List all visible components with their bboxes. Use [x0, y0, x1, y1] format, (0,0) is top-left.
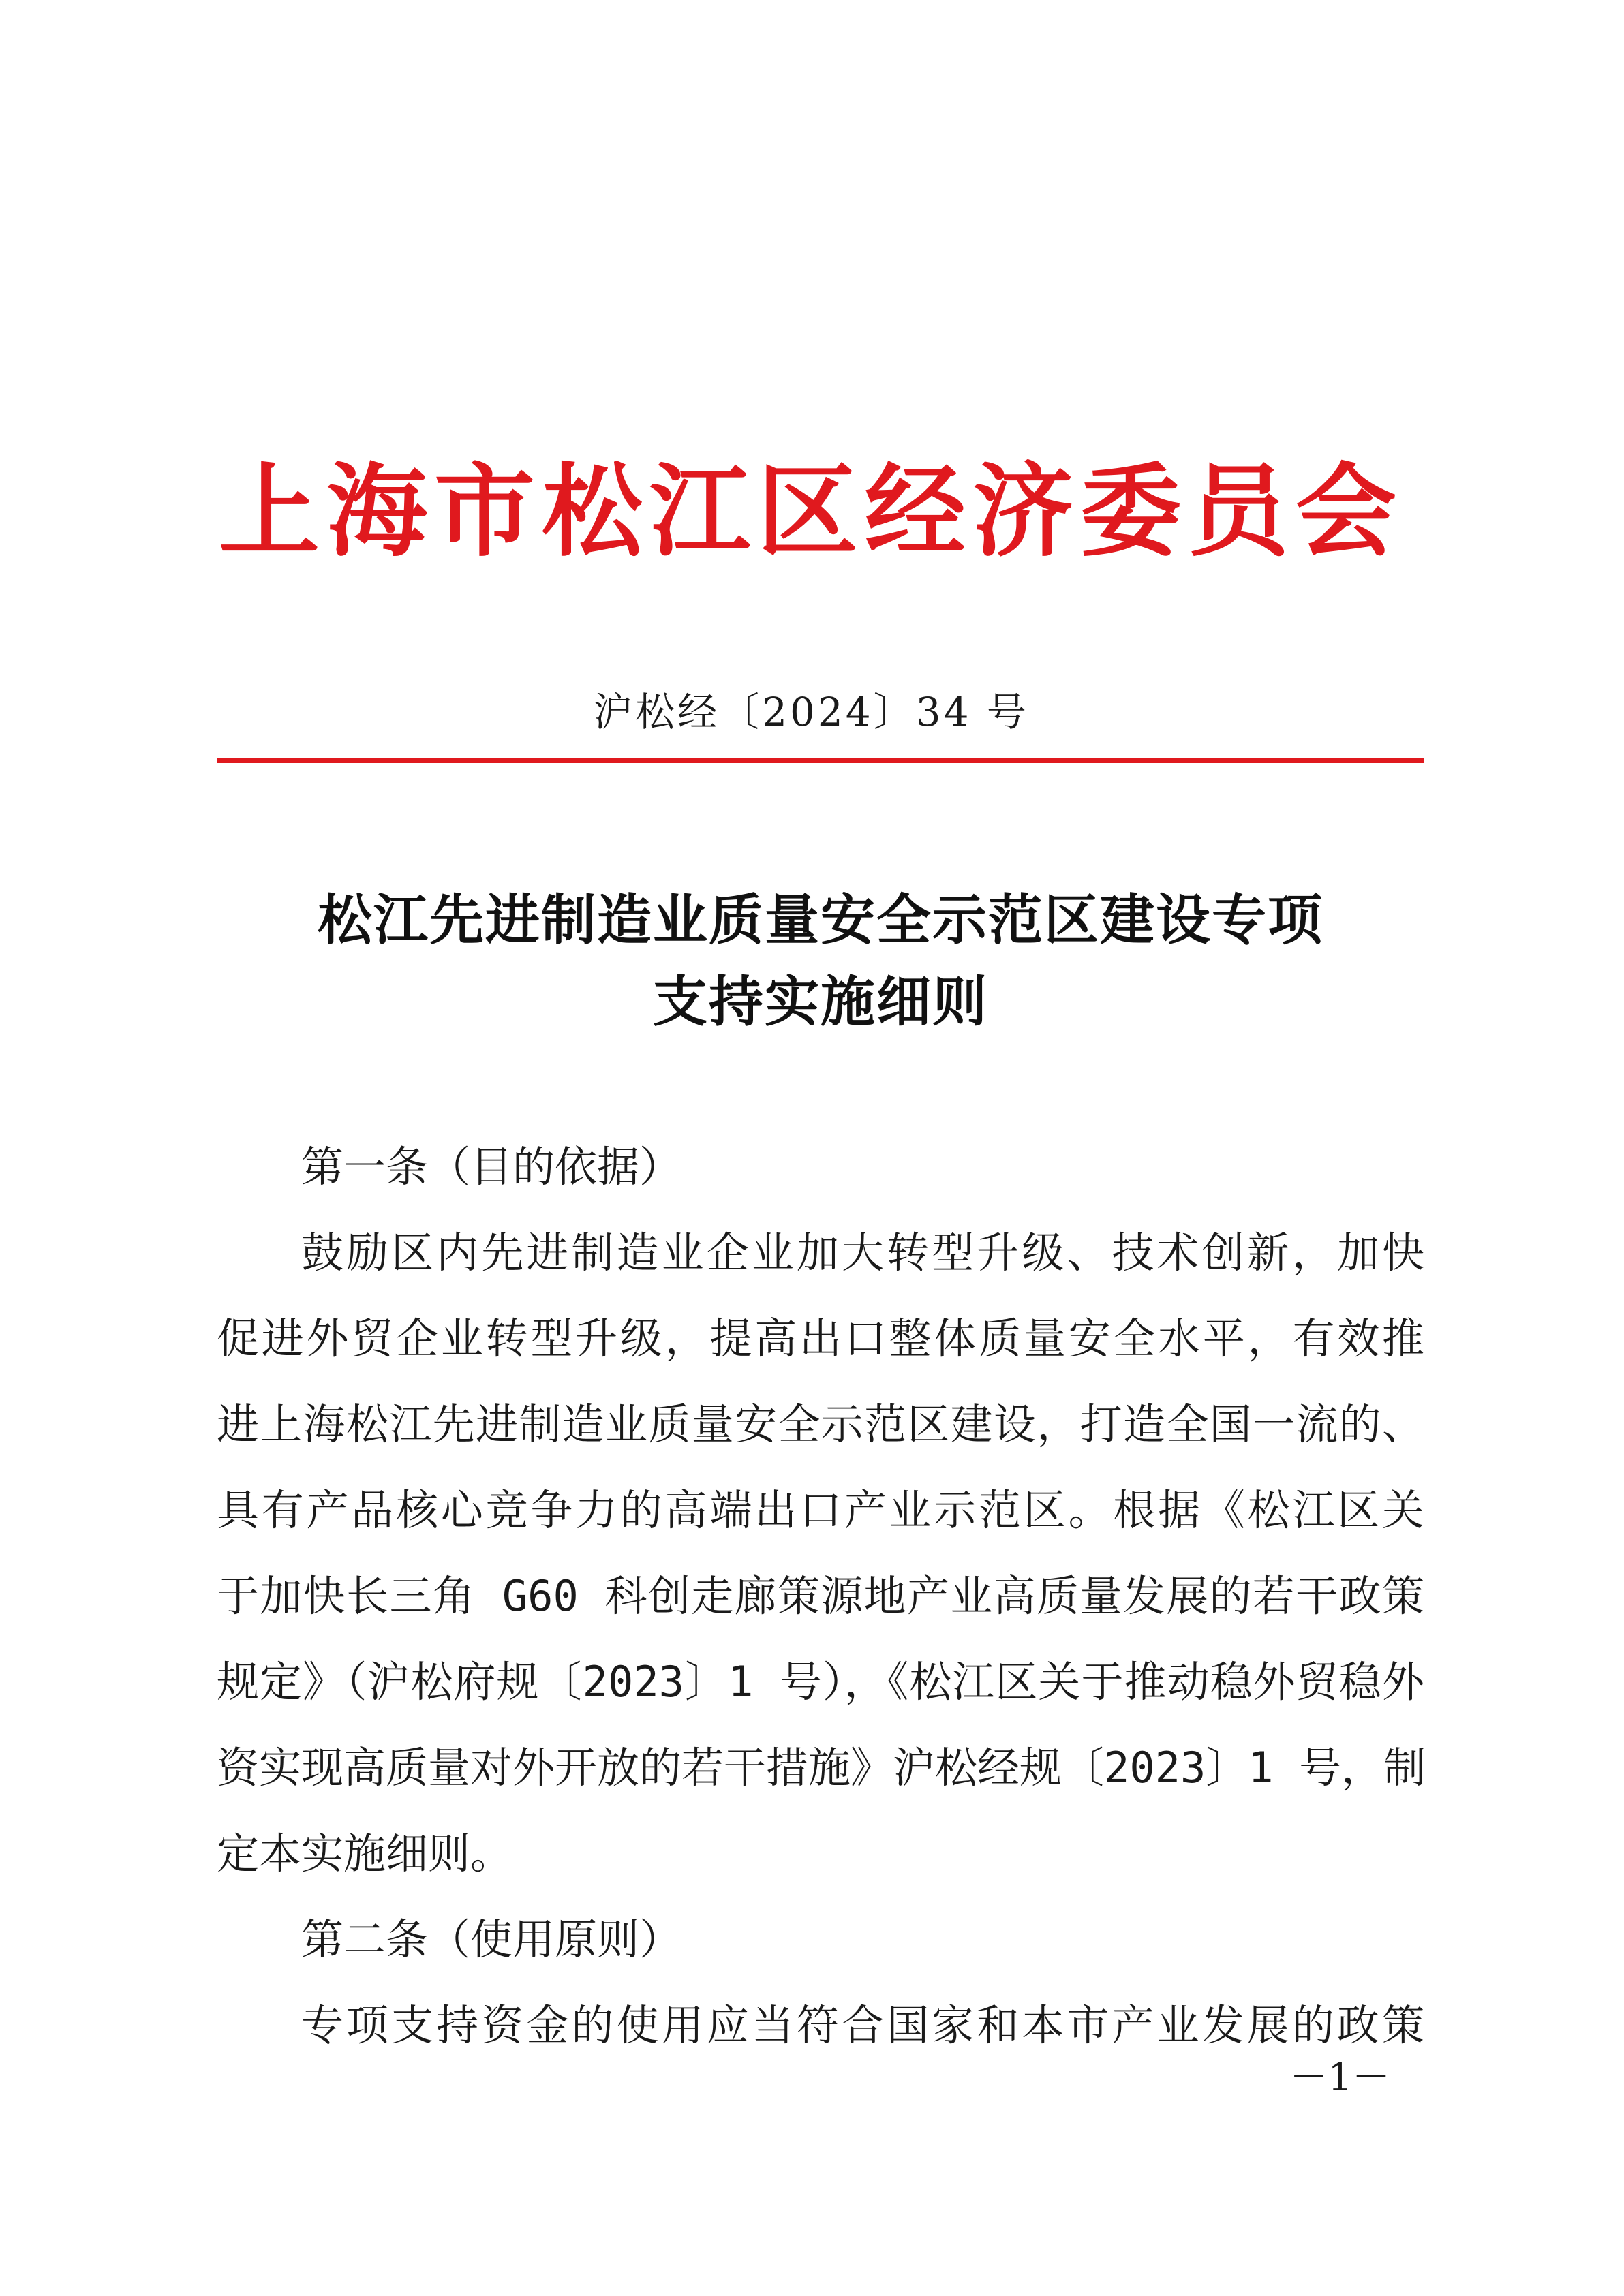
- document-title-line-1: 松江先进制造业质量安全示范区建设专项: [318, 888, 1323, 952]
- body-line: 定本实施细则。: [217, 1829, 513, 1878]
- document-title-line-2: 支持实施细则: [653, 969, 988, 1034]
- red-divider: [217, 758, 1424, 763]
- body-line: 进上海松江先进制造业质量安全示范区建设，打造全国一流的、: [217, 1399, 1424, 1449]
- body-line: 促进外贸企业转型升级，提高出口整体质量安全水平，有效推: [217, 1314, 1424, 1363]
- issuer-heading: 上海市松江区经济委员会: [219, 452, 1403, 570]
- body-line: 鼓励区内先进制造业企业加大转型升级、技术创新，加快: [301, 1228, 1424, 1277]
- body-line: 规定》（沪松府规〔2023〕1 号），《松江区关于推动稳外贸稳外: [217, 1657, 1424, 1707]
- body-line: 资实现高质量对外开放的若干措施》沪松经规〔2023〕1 号，制: [217, 1743, 1426, 1793]
- article-heading-1: 第一条（目的依据）: [301, 1142, 682, 1192]
- document-title: [217, 879, 1424, 1042]
- body-line: 于加快长三角 G60 科创走廊策源地产业高质量发展的若干政策: [217, 1571, 1424, 1621]
- document-number: 沪松经〔2024〕34 号: [593, 689, 1029, 735]
- document-body: [217, 1124, 1424, 2068]
- body-line: 专项支持资金的使用应当符合国家和本市产业发展的政策: [301, 2000, 1424, 2050]
- page-number: －1－: [1289, 2055, 1390, 2100]
- article-heading-2: 第二条（使用原则）: [301, 1914, 682, 1964]
- body-line: 具有产品核心竞争力的高端出口产业示范区。根据《松江区关: [217, 1485, 1424, 1535]
